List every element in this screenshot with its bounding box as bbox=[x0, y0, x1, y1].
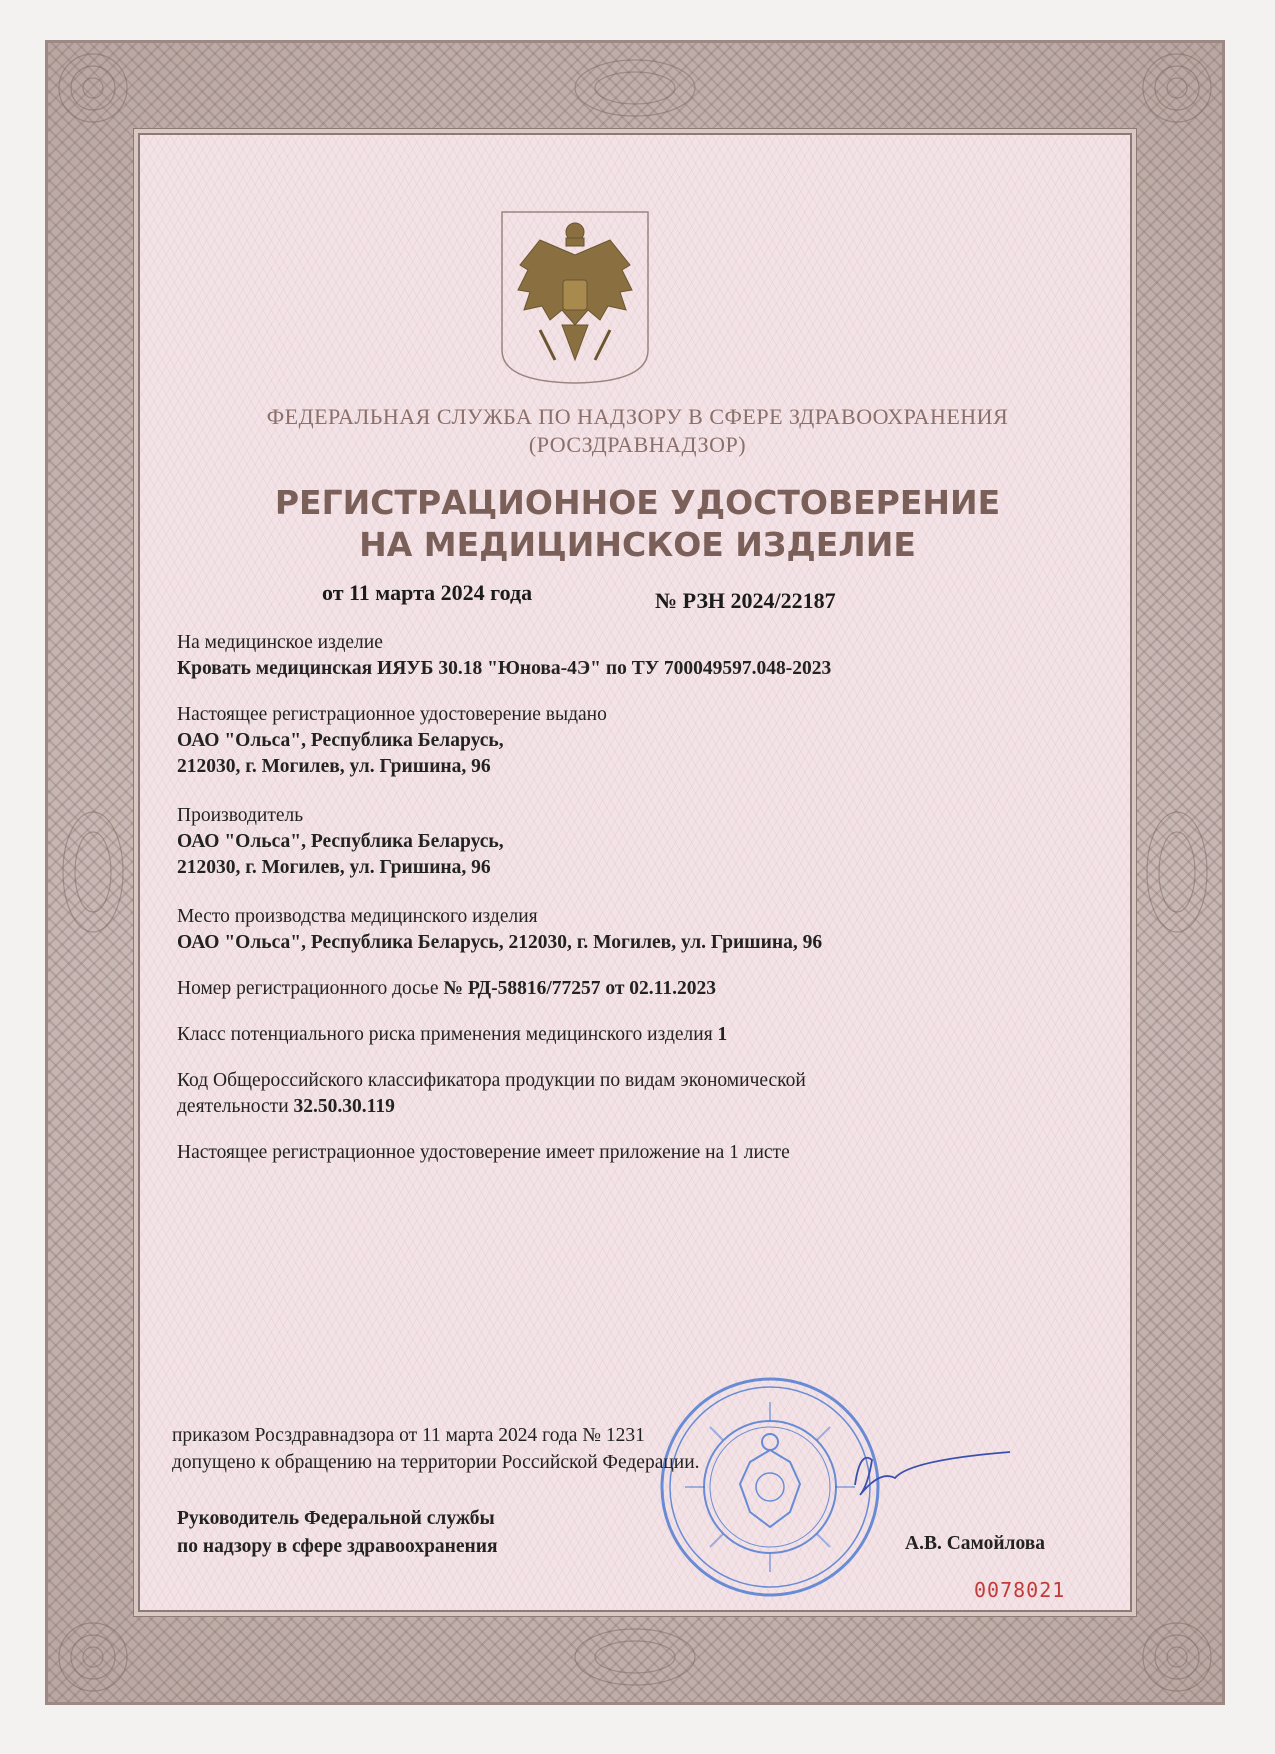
appendix-note bbox=[177, 1140, 1037, 1166]
risk-class-value: 1 bbox=[717, 1024, 728, 1045]
issued-value-line-2: 212030, г. Могилев, ул. Гришина, 96 bbox=[177, 756, 491, 777]
order-line-2: допущено к обращению на территории Российской Федерации. bbox=[172, 1452, 700, 1473]
title-line-2: НА МЕДИЦИНСКОЕ ИЗДЕЛИЕ bbox=[359, 525, 916, 564]
certificate-number: № РЗН 2024/22187 bbox=[655, 588, 836, 613]
order-line-1: приказом Росздравнадзора от 11 марта 2024 года № 1231 bbox=[172, 1425, 645, 1446]
manufacturer-value-line-1: ОАО "Ольса", Республика Беларусь, bbox=[177, 831, 504, 852]
agency-name-line: ФЕДЕРАЛЬНАЯ СЛУЖБА ПО НАДЗОРУ В СФЕРЕ ЗДРАВООХРАНЕНИЯ bbox=[266, 404, 1009, 429]
manufacturer-field bbox=[177, 803, 1037, 881]
handwritten-signature bbox=[820, 1430, 1020, 1510]
okp-code-field bbox=[177, 1068, 1037, 1120]
order-reference bbox=[172, 1422, 700, 1476]
title-line-1: РЕГИСТРАЦИОННОЕ УДОСТОВЕРЕНИЕ bbox=[274, 483, 1001, 522]
dossier-label: Номер регистрационного досье bbox=[177, 978, 444, 999]
device-value: Кровать медицинская ИЯУБ 30.18 "Юнова-4Э" по ТУ 700049597.048-2023 bbox=[177, 658, 832, 679]
signatory-name: А.В. Самойлова bbox=[905, 1533, 1046, 1554]
document-title bbox=[0, 482, 1275, 566]
device-label: На медицинское изделие bbox=[177, 632, 383, 653]
okp-label-line-1: Код Общероссийского классификатора продукции по видам экономической bbox=[177, 1070, 806, 1091]
issued-label: Настоящее регистрационное удостоверение выдано bbox=[177, 704, 607, 725]
appendix-text: Настоящее регистрационное удостоверение имеет приложение на 1 листе bbox=[177, 1142, 790, 1163]
manufacturer-label: Производитель bbox=[177, 805, 304, 826]
issued-value-line-1: ОАО "Ольса", Республика Беларусь, bbox=[177, 730, 504, 751]
risk-class-label: Класс потенциального риска применения медицинского изделия bbox=[177, 1024, 718, 1045]
production-place-label: Место производства медицинского изделия bbox=[177, 906, 538, 927]
okp-code-value: 32.50.30.119 bbox=[293, 1096, 395, 1117]
device-field bbox=[177, 630, 1037, 682]
certificate-date: от 11 марта 2024 года bbox=[322, 580, 533, 605]
signatory-title-line-1: Руководитель Федеральной службы bbox=[177, 1508, 495, 1529]
okp-label-line-2: деятельности bbox=[177, 1096, 294, 1117]
serial-number: 0078021 bbox=[974, 1578, 1066, 1602]
agency-name bbox=[0, 403, 1275, 459]
issued-to-field bbox=[177, 702, 1037, 780]
risk-class-field bbox=[177, 1022, 1037, 1048]
signatory-title bbox=[177, 1505, 498, 1561]
dossier-value: № РД-58816/77257 от 02.11.2023 bbox=[443, 978, 716, 999]
manufacturer-value-line-2: 212030, г. Могилев, ул. Гришина, 96 bbox=[177, 857, 491, 878]
coat-of-arms-emblem bbox=[500, 210, 650, 385]
production-place-value: ОАО "Ольса", Республика Беларусь, 212030, г. Могилев, ул. Гришина, 96 bbox=[177, 932, 823, 953]
dossier-field bbox=[177, 976, 1037, 1002]
production-place-field bbox=[177, 904, 1037, 956]
agency-abbreviation: (РОСЗДРАВНАДЗОР) bbox=[528, 432, 747, 457]
signatory-title-line-2: по надзору в сфере здравоохранения bbox=[177, 1536, 498, 1557]
